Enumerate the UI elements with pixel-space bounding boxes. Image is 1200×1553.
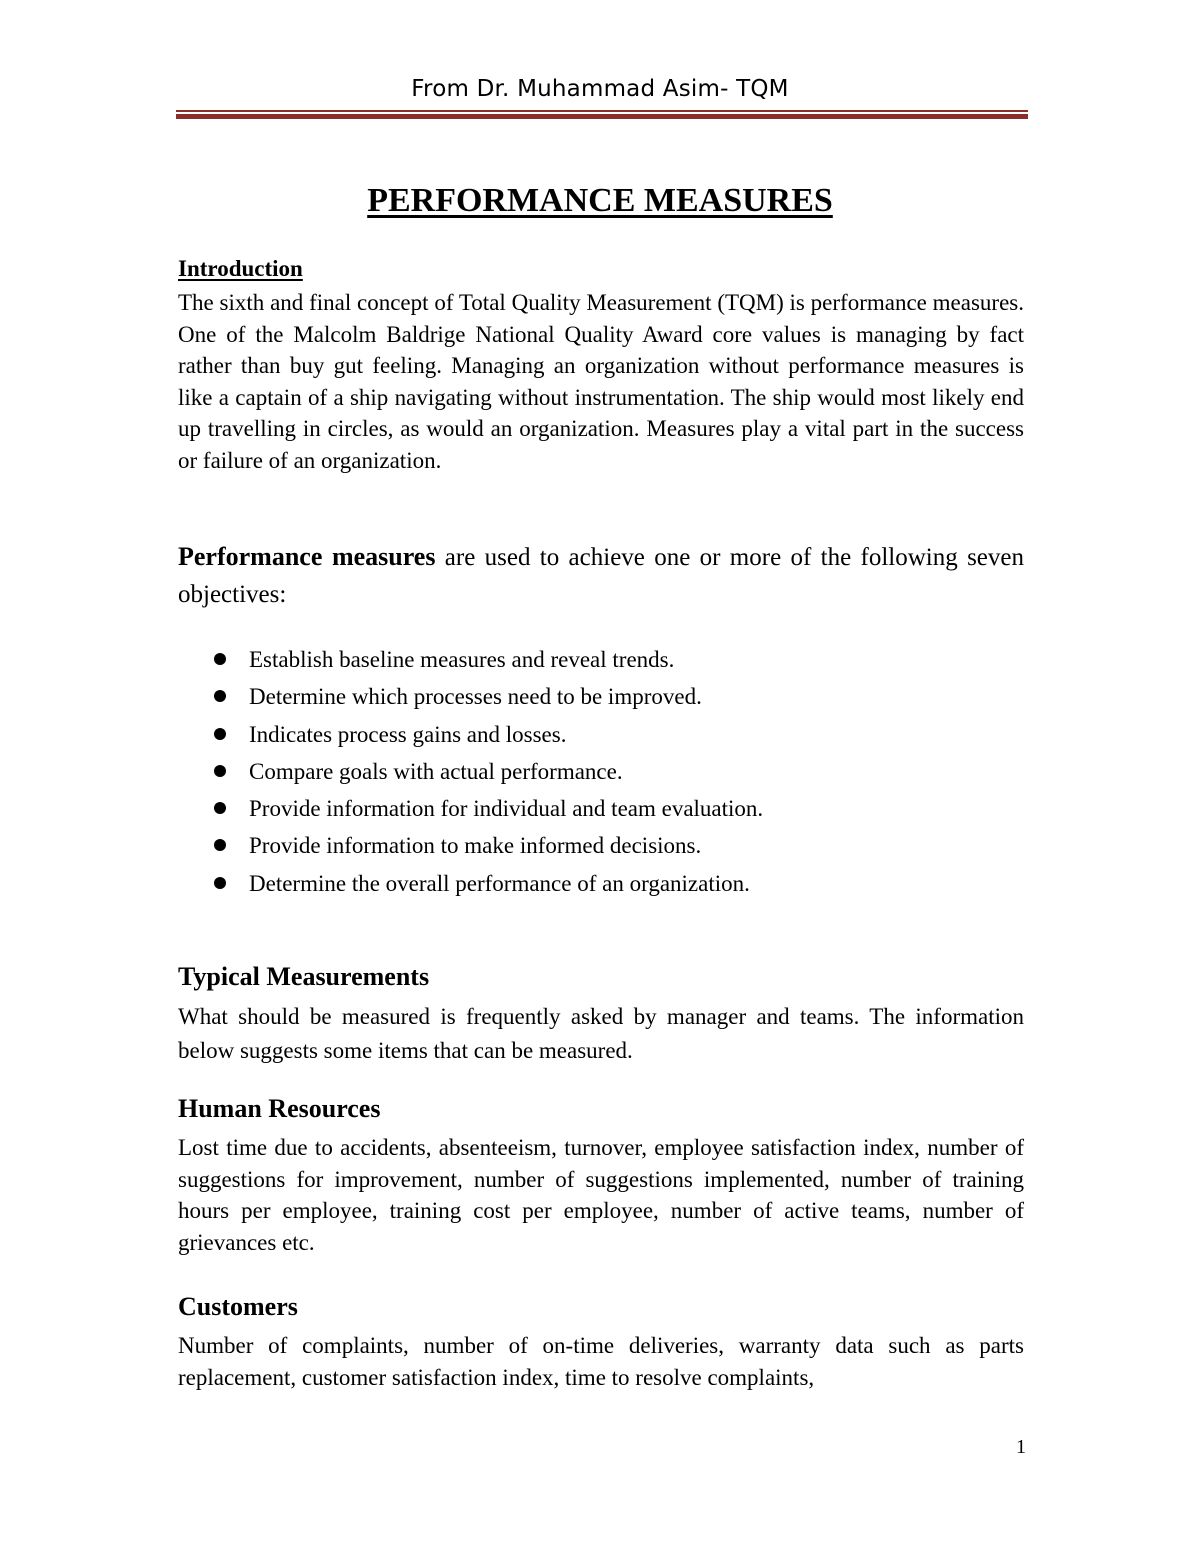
header-rule-thin (176, 110, 1028, 112)
bullet-dot-icon (214, 765, 226, 777)
list-item (178, 830, 1024, 867)
page-title: PERFORMANCE MEASURES (367, 182, 833, 219)
list-item (178, 756, 1024, 793)
list-item-text: Indicates process gains and losses. (249, 721, 567, 747)
bullet-dot-icon (214, 728, 226, 740)
bullet-dot-icon (214, 653, 226, 665)
objectives-lead-strong: Performance measures (178, 542, 436, 571)
typical-measurements-heading: Typical Measurements (178, 962, 430, 991)
customers-paragraph: Number of complaints, number of on-time deliveries, warranty data such as parts replacement, customer satisfaction index, time to resolve complaints, (178, 1333, 1024, 1390)
human-resources-paragraph: Lost time due to accidents, absenteeism, turnover, employee satisfaction index, number of suggestions for improvement, number of suggestions implemented, number of training hours per employee, training cost per employee, number of active teams, number of grievances etc. (178, 1135, 1024, 1255)
customers-heading: Customers (178, 1292, 298, 1321)
list-item-text: Establish baseline measures and reveal trends. (249, 647, 675, 672)
page-number: 1 (1016, 1436, 1026, 1458)
introduction-heading: Introduction (178, 256, 303, 281)
objectives-lead (178, 538, 1024, 613)
list-item-text: Provide information to make informed decisions. (249, 833, 702, 859)
list-item-text: Compare goals with actual performance. (249, 758, 623, 784)
list-item-text: Determine the overall performance of an organization. (249, 870, 750, 896)
bullet-dot-icon (214, 877, 226, 889)
header-rule-thick (176, 114, 1028, 119)
bullet-dot-icon (214, 690, 226, 702)
list-item (178, 719, 1024, 756)
bullet-dot-icon (214, 839, 226, 851)
objectives-lead-rest: are used to achieve one or more of the following seven objectives: (178, 544, 1024, 608)
list-item (178, 793, 1024, 830)
objectives-list (178, 644, 1024, 905)
human-resources-heading: Human Resources (178, 1094, 381, 1123)
bullet-dot-icon (214, 802, 226, 814)
introduction-paragraph: The sixth and final concept of Total Quality Measurement (TQM) is performance measures. One of the Malcolm Baldrige National Quality Award core values is managing by fact rather than buy gut feeling. Managing an organization without performance measures is like a captain of a ship navigating without instrumentation. The ship would most likely end up travelling in circles, as would an organization. Measures play a vital part in the success or failure of an organization. (178, 290, 1024, 473)
list-item (178, 681, 1024, 718)
list-item-text: Provide information for individual and team evaluation. (249, 796, 764, 822)
page-header: From Dr. Muhammad Asim- TQM (411, 76, 789, 102)
list-item-text: Determine which processes need to be improved. (249, 684, 702, 710)
list-item (178, 868, 1024, 905)
typical-measurements-paragraph: What should be measured is frequently asked by manager and teams. The information below suggests some items that can be measured. (178, 1004, 1024, 1063)
list-item (178, 644, 1024, 681)
